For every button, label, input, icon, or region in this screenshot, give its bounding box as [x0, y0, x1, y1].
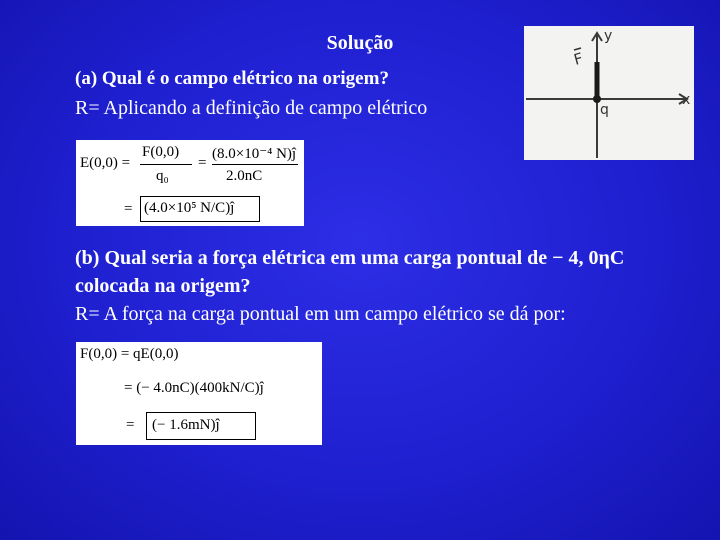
sketch-charge-label: q [600, 102, 609, 118]
eq-a-denominator: q₀ [156, 168, 169, 184]
equation-a [76, 140, 304, 226]
sketch-vector-label: F [571, 49, 585, 69]
eq-a-result: (4.0×10⁵ N/C)ĵ [144, 200, 235, 216]
answer-b: R= A força na carga pontual em um campo elétrico se dá por: [75, 303, 566, 325]
eq-b-line1: F(0,0) = qE(0,0) [80, 346, 179, 362]
eq-a-equals: = [198, 155, 207, 171]
equation-b [76, 342, 322, 445]
question-b: (b) Qual seria a força elétrica em uma carga pontual de − 4, 0ηC colocada na origem? [75, 247, 625, 297]
question-a: (a) Qual é o campo elétrico na origem? [75, 68, 389, 89]
eq-b-line2: = (− 4.0nC)(400kN/C)ĵ [124, 380, 264, 396]
slide-title: Solução [326, 32, 394, 54]
eq-a-numerator-value: (8.0×10⁻⁴ N)ĵ [212, 146, 297, 162]
answer-a: R= Aplicando a definição de campo elétrico [75, 97, 428, 119]
eq-b-line3-equals: = [126, 417, 135, 433]
sketch-axes [524, 26, 694, 160]
eq-a-denominator-value: 2.0nC [226, 168, 263, 184]
eq-a-result-equals: = [124, 201, 133, 217]
sketch-diagram [524, 26, 694, 160]
eq-a-lhs: E(0,0) = [80, 155, 131, 171]
eq-b-line3: (− 1.6mN)ĵ [152, 417, 220, 433]
eq-a-numerator: F(0,0) [142, 144, 180, 160]
sketch-y-label: y [604, 28, 613, 44]
sketch-x-label: x [682, 92, 691, 108]
